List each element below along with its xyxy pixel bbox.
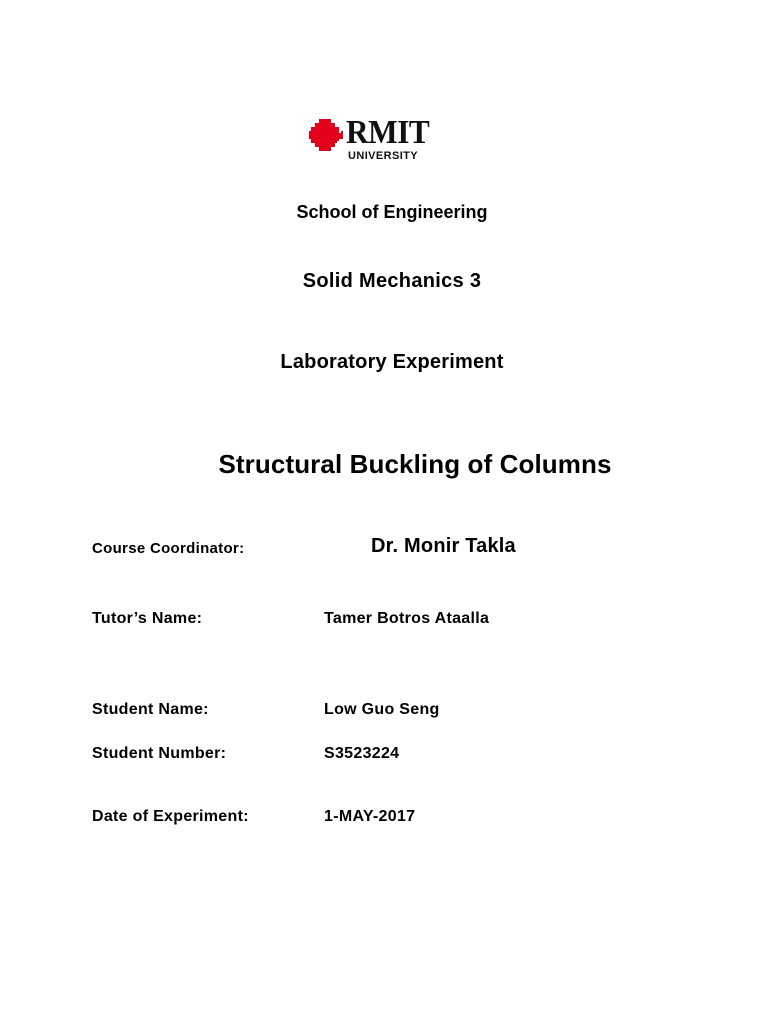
- logo-wordmark: RMIT: [346, 114, 430, 151]
- student-number-label: Student Number:: [92, 745, 227, 762]
- rmit-pixel-mark-icon: [309, 119, 345, 151]
- date-value: 1-MAY-2017: [324, 808, 416, 825]
- tutor-label: Tutor’s Name:: [92, 610, 203, 627]
- tutor-value: Tamer Botros Ataalla: [324, 610, 490, 627]
- course-name: Solid Mechanics 3: [302, 270, 482, 292]
- coordinator-label: Course Coordinator:: [92, 540, 245, 557]
- report-type: Laboratory Experiment: [280, 351, 504, 373]
- student-number-value: S3523224: [324, 745, 400, 762]
- student-name-value: Low Guo Seng: [324, 701, 440, 718]
- student-name-label: Student Name:: [92, 701, 209, 718]
- coordinator-value: Dr. Monir Takla: [371, 535, 516, 557]
- date-label: Date of Experiment:: [92, 808, 249, 825]
- rmit-logo: [309, 114, 444, 167]
- school-name: School of Engineering: [296, 202, 488, 222]
- logo-subtitle: UNIVERSITY: [348, 150, 419, 162]
- report-title: Structural Buckling of Columns: [218, 449, 612, 479]
